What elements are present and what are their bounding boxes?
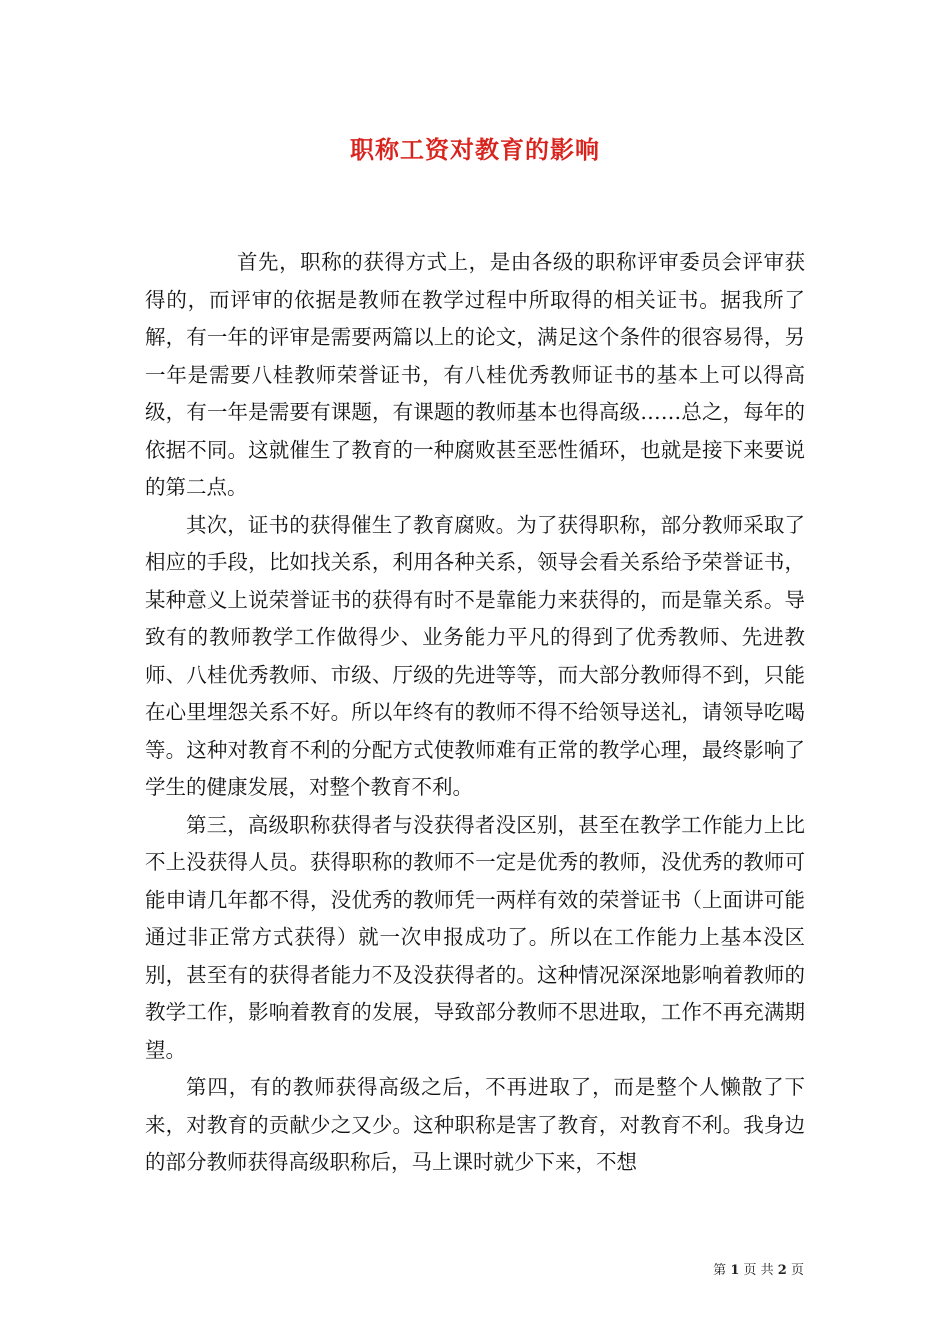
footer-middle: 页 共 — [743, 1263, 774, 1278]
footer-prefix: 第 — [713, 1263, 727, 1278]
document-body — [145, 244, 805, 1182]
footer-suffix: 页 — [790, 1263, 804, 1278]
page-footer — [713, 1259, 804, 1278]
document-title: 职称工资对教育的影响 — [350, 135, 600, 164]
paragraph-1: 首先，职称的获得方式上，是由各级的职称评审委员会评审获得的，而评审的依据是教师在教学过程中所取得的相关证书。据我所了解，有一年的评审是需要两篇以上的论文，满足这个条件的很容易得，另一年是需要八桂教师荣誉证书，有八桂优秀教师证书的基本上可以得高级，有一年是需要有课题，有课题的教师基本也得高级……总之，每年的依据不同。这就催生了教育的一种腐败甚至恶性循环，也就是接下来要说的第二点。 — [145, 250, 805, 499]
paragraph-3: 第三，高级职称获得者与没获得者没区别，甚至在教学工作能力上比不上没获得人员。获得职称的教师不一定是优秀的教师，没优秀的教师可能申请几年都不得，没优秀的教师凭一两样有效的荣誉证书（上面讲可能通过非正常方式获得）就一次申报成功了。所以在工作能力上基本没区别，甚至有的获得者能力不及没获得者的。这种情况深深地影响着教师的教学工作，影响着教育的发展，导致部分教师不思进取，工作不再充满期望。 — [145, 812, 805, 1062]
footer-total-pages: 2 — [777, 1263, 787, 1278]
footer-current-page: 1 — [730, 1263, 740, 1278]
paragraph-2: 其次，证书的获得催生了教育腐败。为了获得职称，部分教师采取了相应的手段，比如找关系，利用各种关系，领导会看关系给予荣誉证书，某种意义上说荣誉证书的获得有时不是靠能力来获得的，而是靠关系。导致有的教师教学工作做得少、业务能力平凡的得到了优秀教师、先进教师、八桂优秀教师、市级、厅级的先进等等，而大部分教师得不到，只能在心里埋怨关系不好。所以年终有的教师不得不给领导送礼，请领导吃喝等。这种对教育不利的分配方式使教师难有正常的教学心理，最终影响了学生的健康发展，对整个教育不利。 — [145, 512, 805, 799]
paragraph-4: 第四，有的教师获得高级之后，不再进取了，而是整个人懒散了下来，对教育的贡献少之又少。这种职称是害了教育，对教育不利。我身边的部分教师获得高级职称后，马上课时就少下来，不想 — [145, 1075, 805, 1174]
